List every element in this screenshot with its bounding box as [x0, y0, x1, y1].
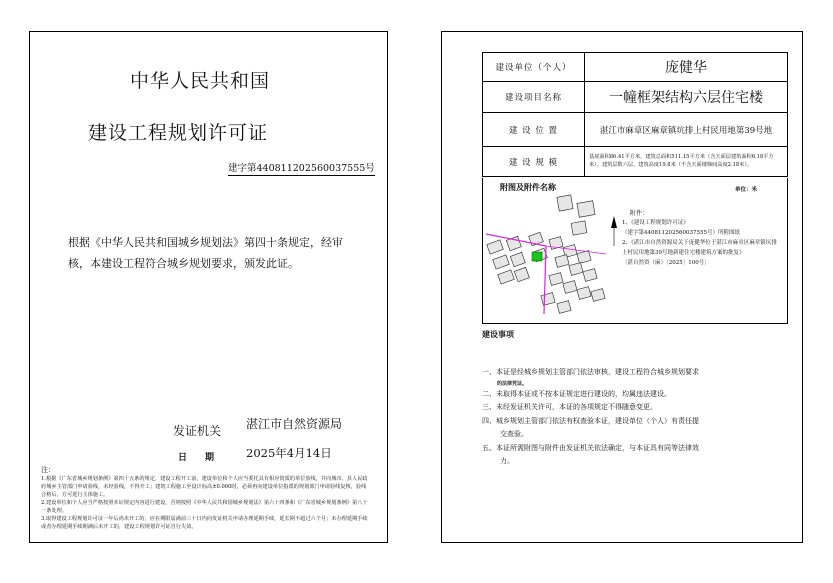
project-scale: 基底面积86.41平方米，建筑总面积511.15平方米（含天面层建筑面积6.18平方米），建筑层数六层，建筑高度19.8米（不含天面楼梯间高度2.18米）。: [585, 147, 788, 177]
attachments-title: 附件：: [630, 210, 649, 217]
issuer-name: 湛江市自然资源局: [246, 417, 343, 431]
project-name: 一幢框架结构六层住宅楼: [585, 82, 788, 113]
requirement-item: 四、城乡规划主管部门依法有权查验本证，建设单位（个人）有责任提: [482, 416, 699, 425]
notes-title: 注：: [41, 466, 55, 474]
legal-basis-text: 根据《中华人民共和国城乡规划法》第四十条规定，经审核，本建设工程符合城乡规划要求，颁发此证。: [68, 236, 343, 270]
attachment-item: （建字第440811202560037555号）所附图纸: [622, 230, 740, 236]
attachment-item: 〔湛自然资（麻）〔2025〕100号〕: [622, 260, 710, 266]
date-label: 日 期: [178, 453, 215, 463]
applicant-name: 庞健华: [585, 53, 788, 82]
certificate-number: 建字第440811202560037555号: [228, 160, 375, 176]
requirements-list: [482, 366, 792, 469]
unit-label: 单位：米: [735, 187, 758, 193]
table-row: [483, 113, 788, 147]
requirement-item: 的法律凭证。: [497, 380, 528, 387]
project-location: 湛江市麻章区麻章镇坑排上村民用地第39号地: [585, 113, 788, 147]
row-label: 建 设 位 置: [483, 113, 585, 147]
requirement-item: 五、本证所需附图与附件由发证机关依法确定，与本证具有同等法律效: [482, 443, 699, 452]
attachment-item: 2、《湛江市自然资源局关于庞健华位于湛江市麻章区麻章镇坑排上村民用地第39号地新建住宅楼建筑方案的批复》: [622, 240, 777, 256]
table-row: [483, 147, 788, 177]
certificate-left-page: [29, 31, 388, 543]
table-row: [483, 53, 788, 82]
issue-date: 2025年4月14日: [246, 446, 332, 460]
requirement-item: 三、未经发证机关许可，本证的各项规定不得随意变更。: [482, 403, 657, 411]
requirement-item: 交查验。: [500, 430, 528, 438]
certificate-title: 建设工程规划许可证: [88, 122, 269, 144]
requirement-item: 一、本证是经城乡规划主管部门依法审核，建设工程符合城乡规划要求: [482, 368, 699, 376]
site-plan-map: [486, 194, 626, 320]
country-title: 中华人民共和国: [130, 70, 271, 92]
row-label: 建设单位（个人）: [483, 53, 585, 82]
certificate-right-page: [441, 31, 803, 543]
attachment-item: 1、《建设工程规划许可证》: [622, 220, 689, 226]
requirement-item: 二、未取得本证或不按本证规定进行建设的，均属违法建设。: [482, 389, 671, 398]
note-item: 3.取得建设工程规划许可证一年后尚未开工的，应在期限届满前三十日内向发证机关申请办理延期手续，延长期不超过六个月；未办理延期手续或者办理延期手续期满后未开工的，建设工程规划许可证自行失效。: [41, 516, 368, 530]
note-item: 1.根据《广东省城乡规划条例》第四十五条的规定，建设工程开工前，建设单位和个人应当委托具有相应资质的单位放线，并向城市、县人民政府城乡主管部门申请验线，未经验线，不得开工；建筑工程施工至设计标高±0.000时，必须再向建设单位指派的规划部门申请验线复核，验线合格后，方可进行主体施工。: [41, 476, 368, 498]
row-label: 建 设 规 模: [483, 147, 585, 177]
requirements-title: 建设事项: [482, 329, 514, 339]
note-item: 2.建设单位和个人应当严格按照本证规定内容进行建设，否则按照《中华人民共和国城乡规划法》第六十四条和《广东省城乡规划条例》第八十一条处理。: [41, 500, 368, 514]
row-label: 建设项目名称: [483, 82, 585, 113]
project-info-table: [482, 52, 788, 177]
map-title: 附图及附件名称: [500, 182, 556, 192]
notes: [41, 475, 371, 531]
issuer-label: 发证机关: [173, 424, 222, 438]
requirement-item: 力。: [500, 457, 514, 465]
attachments-list: [622, 218, 782, 268]
table-row: [483, 82, 788, 113]
